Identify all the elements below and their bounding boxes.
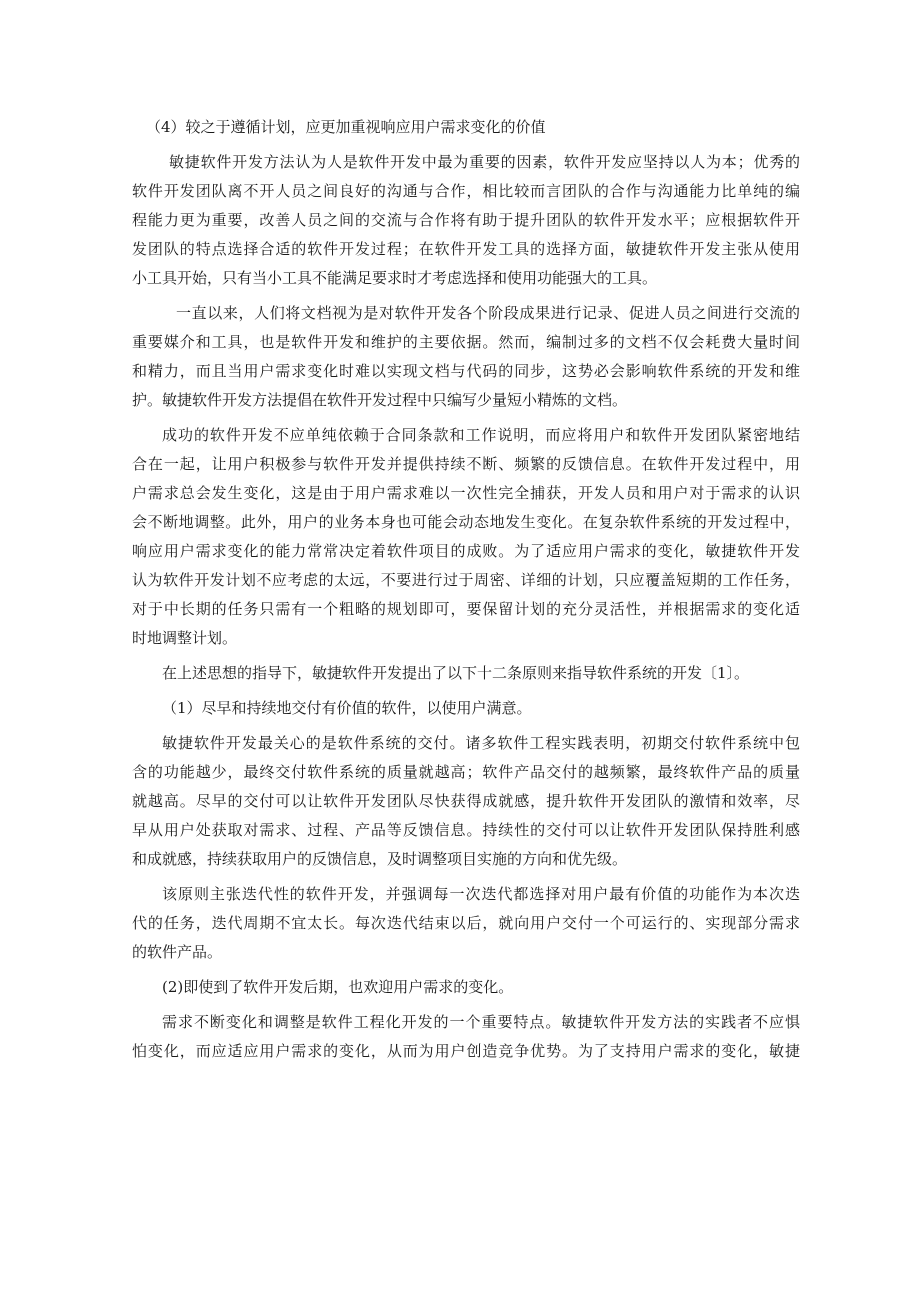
paragraph-line: 对于中长期的任务只需有一个粗略的规划即可，要保留计划的充分灵活性，并根据需求的变化适 bbox=[132, 600, 800, 618]
paragraph-line: 护。敏捷软件开发方法提倡在软件开发过程中只编写少量短小精炼的文档。 bbox=[132, 391, 628, 409]
paragraph-line: 认为软件开发计划不应考虑的太远，不要进行过于周密、详细的计划，只应覆盖短期的工作任务， bbox=[132, 571, 800, 589]
paragraph-line: 含的功能越少，最终交付软件系统的质量就越高；软件产品交付的越频繁，最终软件产品的质量 bbox=[132, 763, 800, 781]
paragraph-line: 敏捷软件开发方法认为人是软件开发中最为重要的因素，软件开发应坚持以人为本；优秀的 bbox=[169, 153, 800, 171]
paragraph-line: 和精力，而且当用户需求变化时难以实现文档与代码的同步，这势必会影响软件系统的开发和维 bbox=[132, 362, 800, 380]
paragraph-line: 会不断地调整。此外，用户的业务本身也可能会动态地发生变化。在复杂软件系统的开发过程中， bbox=[132, 513, 800, 531]
principle-heading-2: (2)即使到了软件开发后期，也欢迎用户需求的变化。 bbox=[162, 978, 514, 996]
paragraph-line: 发团队的特点选择合适的软件开发过程；在软件开发工具的选择方面，敏捷软件开发主张从使用 bbox=[132, 240, 800, 258]
principle-heading-1: （1）尽早和持续地交付有价值的软件，以使用户满意。 bbox=[162, 699, 532, 717]
paragraph-line: 时地调整计划。 bbox=[132, 629, 238, 647]
paragraph-line: 重要媒介和工具，也是软件开发和维护的主要依据。然而，编制过多的文档不仅会耗费大量时间 bbox=[132, 333, 800, 351]
paragraph-line: 就越高。尽早的交付可以让软件开发团队尽快获得成就感，提升软件开发团队的激情和效率，尽 bbox=[132, 792, 800, 810]
paragraph-line: 早从用户处获取对需求、过程、产品等反馈信息。持续性的交付可以让软件开发团队保持胜利感 bbox=[132, 821, 800, 839]
paragraph-line: 软件开发团队离不开人员之间良好的沟通与合作，相比较而言团队的合作与沟通能力比单纯的编 bbox=[132, 182, 800, 200]
paragraph-line: 怕变化，而应适应用户需求的变化，从而为用户创造竞争优势。为了支持用户需求的变化，敏捷 bbox=[132, 1042, 800, 1060]
paragraph-line: 小工具开始，只有当小工具不能满足要求时才考虑选择和使用功能强大的工具。 bbox=[132, 269, 658, 287]
paragraph-line: 需求不断变化和调整是软件工程化开发的一个重要特点。敏捷软件开发方法的实践者不应惧 bbox=[162, 1013, 800, 1031]
paragraph-line: 的软件产品。 bbox=[132, 943, 223, 961]
paragraph-line: 程能力更为重要，改善人员之间的交流与合作将有助于提升团队的软件开发水平；应根据软件开 bbox=[132, 211, 800, 229]
paragraph-line: 代的任务，迭代周期不宜太长。每次迭代结束以后，就向用户交付一个可运行的、实现部分需求 bbox=[132, 914, 800, 932]
document-body bbox=[132, 113, 800, 1066]
paragraph-line: 在上述思想的指导下，敏捷软件开发提出了以下十二条原则来指导软件系统的开发〔1〕。 bbox=[162, 664, 750, 682]
paragraph-line: 一直以来，人们将文档视为是对软件开发各个阶段成果进行记录、促进人员之间进行交流的 bbox=[176, 304, 800, 322]
paragraph-line: 合在一起，让用户积极参与软件开发并提供持续不断、频繁的反馈信息。在软件开发过程中，用 bbox=[132, 455, 800, 473]
paragraph-line: 该原则主张迭代性的软件开发，并强调每一次迭代都选择对用户最有价值的功能作为本次迭 bbox=[162, 885, 800, 903]
paragraph-line: 敏捷软件开发最关心的是软件系统的交付。诸多软件工程实践表明，初期交付软件系统中包 bbox=[162, 734, 800, 752]
section-heading-4: （4）较之于遵循计划，应更加重视响应用户需求变化的价值 bbox=[146, 118, 546, 136]
paragraph-line: 响应用户需求变化的能力常常决定着软件项目的成败。为了适应用户需求的变化，敏捷软件开发 bbox=[132, 542, 800, 560]
paragraph-line: 和成就感，持续获取用户的反馈信息，及时调整项目实施的方向和优先级。 bbox=[132, 850, 628, 868]
paragraph-line: 户需求总会发生变化，这是由于用户需求难以一次性完全捕获，开发人员和用户对于需求的认识 bbox=[132, 484, 800, 502]
paragraph-line: 成功的软件开发不应单纯依赖于合同条款和工作说明，而应将用户和软件开发团队紧密地结 bbox=[162, 426, 800, 444]
